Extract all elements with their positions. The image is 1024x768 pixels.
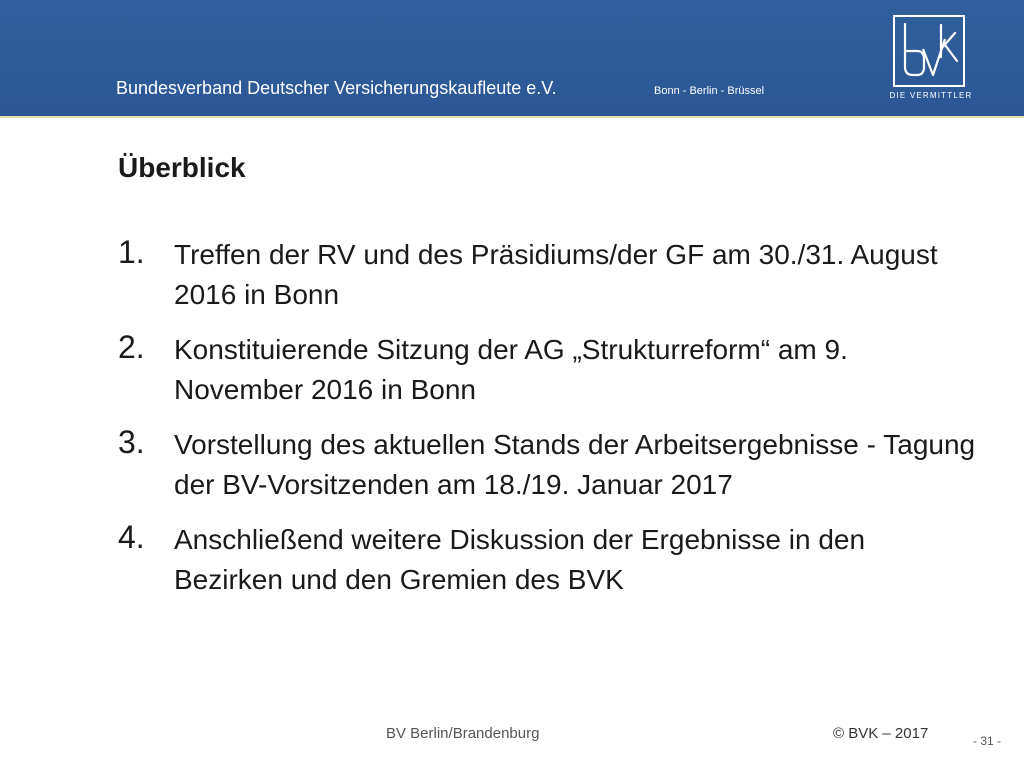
agenda-list <box>118 232 978 612</box>
agenda-item-number: 2. <box>118 329 145 365</box>
footer-copyright: © BVK – 2017 <box>833 725 929 742</box>
header-bar <box>0 0 1024 116</box>
agenda-item-number: 3. <box>118 424 145 460</box>
organization-name: Bundesverband Deutscher Versicherungskaufleute e.V. <box>116 78 557 98</box>
bvk-logo-icon <box>893 15 965 87</box>
agenda-item <box>118 232 978 315</box>
agenda-item-text: Konstituierende Sitzung der AG „Strukturreform“ am 9. November 2016 in Bonn <box>174 334 848 405</box>
agenda-item-number: 4. <box>118 519 145 555</box>
agenda-item-number: 1. <box>118 234 145 270</box>
agenda-item <box>118 517 978 600</box>
slide-title: Überblick <box>118 152 246 183</box>
agenda-item-text: Treffen der RV und des Präsidiums/der GF am 30./31. August 2016 in Bonn <box>174 239 938 310</box>
header-divider <box>0 116 1024 118</box>
logo-tagline: DIE VERMITTLER <box>889 91 973 100</box>
organization-cities: Bonn - Berlin - Brüssel <box>654 85 765 97</box>
page-number: - 31 - <box>973 734 1002 748</box>
agenda-item-text: Anschließend weitere Diskussion der Ergebnisse in den Bezirken und den Gremien des BVK <box>174 524 866 595</box>
footer-region: BV Berlin/Brandenburg <box>386 725 540 742</box>
agenda-item <box>118 327 978 410</box>
agenda-item <box>118 422 978 505</box>
agenda-item-text: Vorstellung des aktuellen Stands der Arbeitsergebnisse - Tagung der BV-Vorsitzenden am 18./19. Januar 2017 <box>174 429 976 500</box>
